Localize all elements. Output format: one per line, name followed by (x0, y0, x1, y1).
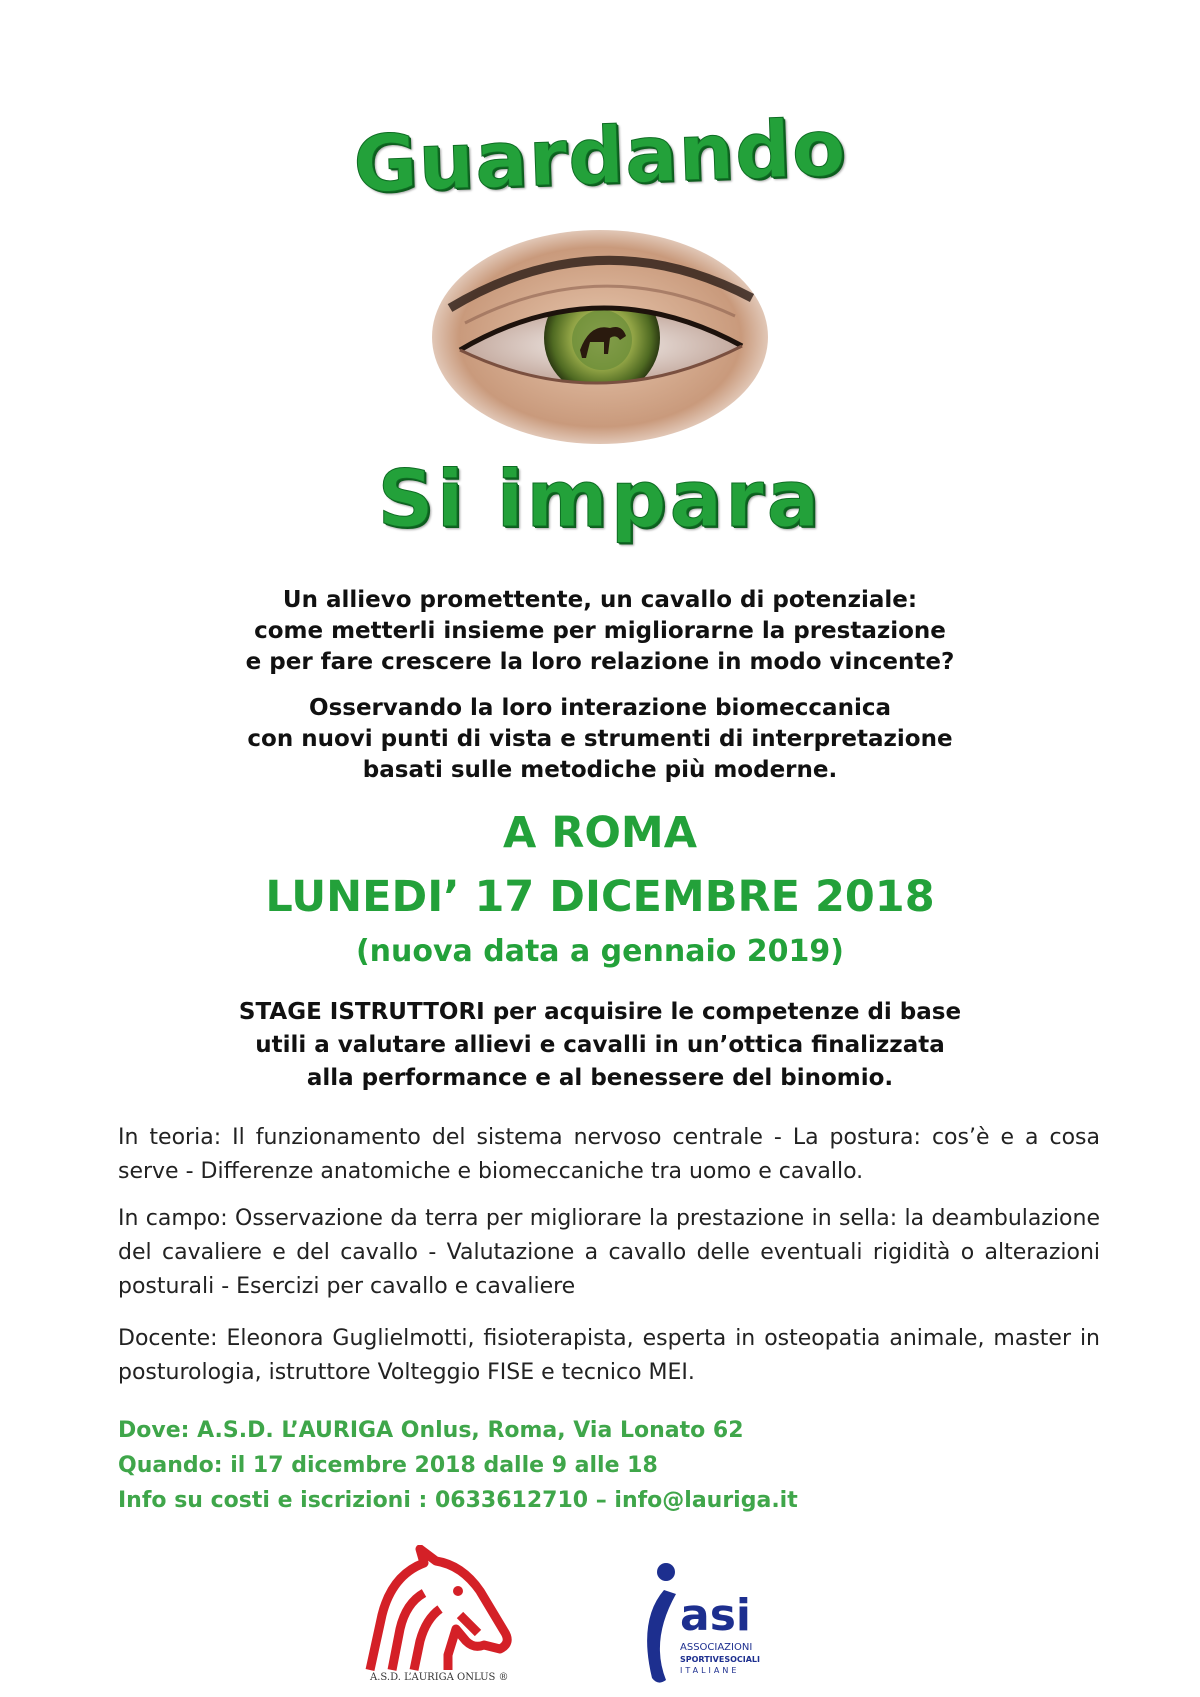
theory-paragraph: In teoria: Il funzionamento del sistema nervoso centrale - La postura: cos’è e a cosa serve - Differenze anatomiche e biomeccaniche tra uomo e cavallo. (118, 1125, 1100, 1184)
stage-line: utili a valutare allievi e cavalli in un’ottica finalizzata (255, 1032, 945, 1058)
intro-line: Un allievo promettente, un cavallo di potenziale: (282, 587, 918, 613)
stage-description (0, 996, 1200, 1095)
event-place: A ROMA (503, 808, 697, 858)
info-contacts: Info su costi e iscrizioni : 0633612710 – info@lauriga.it (118, 1488, 798, 1513)
method-line: Osservando la loro interazione biomeccanica (309, 695, 891, 721)
info-when: Quando: il 17 dicembre 2018 dalle 9 alle 18 (118, 1453, 658, 1478)
teacher-paragraph: Docente: Eleonora Guglielmotti, fisioterapista, esperta in osteopatia animale, master in posturologia, istruttore Volteggio FISE e tecnico MEI. (118, 1326, 1100, 1385)
asi-line2: SPORTIVESOCIALI (680, 1655, 760, 1664)
method-text (0, 693, 1200, 786)
eye-illustration (430, 228, 770, 446)
asi-line1: ASSOCIAZIONI (680, 1642, 753, 1653)
stage-line: alla performance e al benessere del binomio. (306, 1065, 894, 1091)
title-guardando: Guardando (352, 103, 848, 211)
intro-line: e per fare crescere la loro relazione in modo vincente? (245, 649, 955, 675)
stage-line: STAGE ISTRUTTORI per acquisire le competenze di base (238, 999, 962, 1025)
intro-line: come metterli insieme per migliorarne la prestazione (254, 618, 946, 644)
asi-letters: asi (680, 1590, 751, 1641)
field-paragraph: In campo: Osservazione da terra per migliorare la prestazione in sella: la deambulazione del cavaliere e del cavallo - Valutazione a cavallo delle eventuali rigidità o alterazioni posturali - Esercizi per cavallo e cavaliere (118, 1206, 1100, 1299)
asi-logo (636, 1560, 786, 1690)
method-line: basati sulle metodiche più moderne. (362, 757, 838, 783)
title-si-impara: Si impara (377, 455, 823, 545)
intro-text (0, 585, 1200, 678)
auriga-logo-caption: A.S.D. L’AURIGA ONLUS ® (370, 1672, 509, 1683)
method-line: con nuovi punti di vista e strumenti di interpretazione (247, 726, 953, 752)
event-new-date: (nuova data a gennaio 2019) (355, 934, 845, 969)
auriga-logo (362, 1545, 532, 1685)
event-date: LUNEDI’ 17 DICEMBRE 2018 (265, 872, 935, 922)
horse-head-icon (362, 1545, 532, 1675)
info-where: Dove: A.S.D. L’AURIGA Onlus, Roma, Via Lonato 62 (118, 1418, 744, 1443)
info-block (118, 1413, 798, 1518)
eye-icon (430, 228, 770, 446)
asi-logo-mark (636, 1560, 786, 1690)
asi-line3: ITALIANE (680, 1666, 740, 1675)
